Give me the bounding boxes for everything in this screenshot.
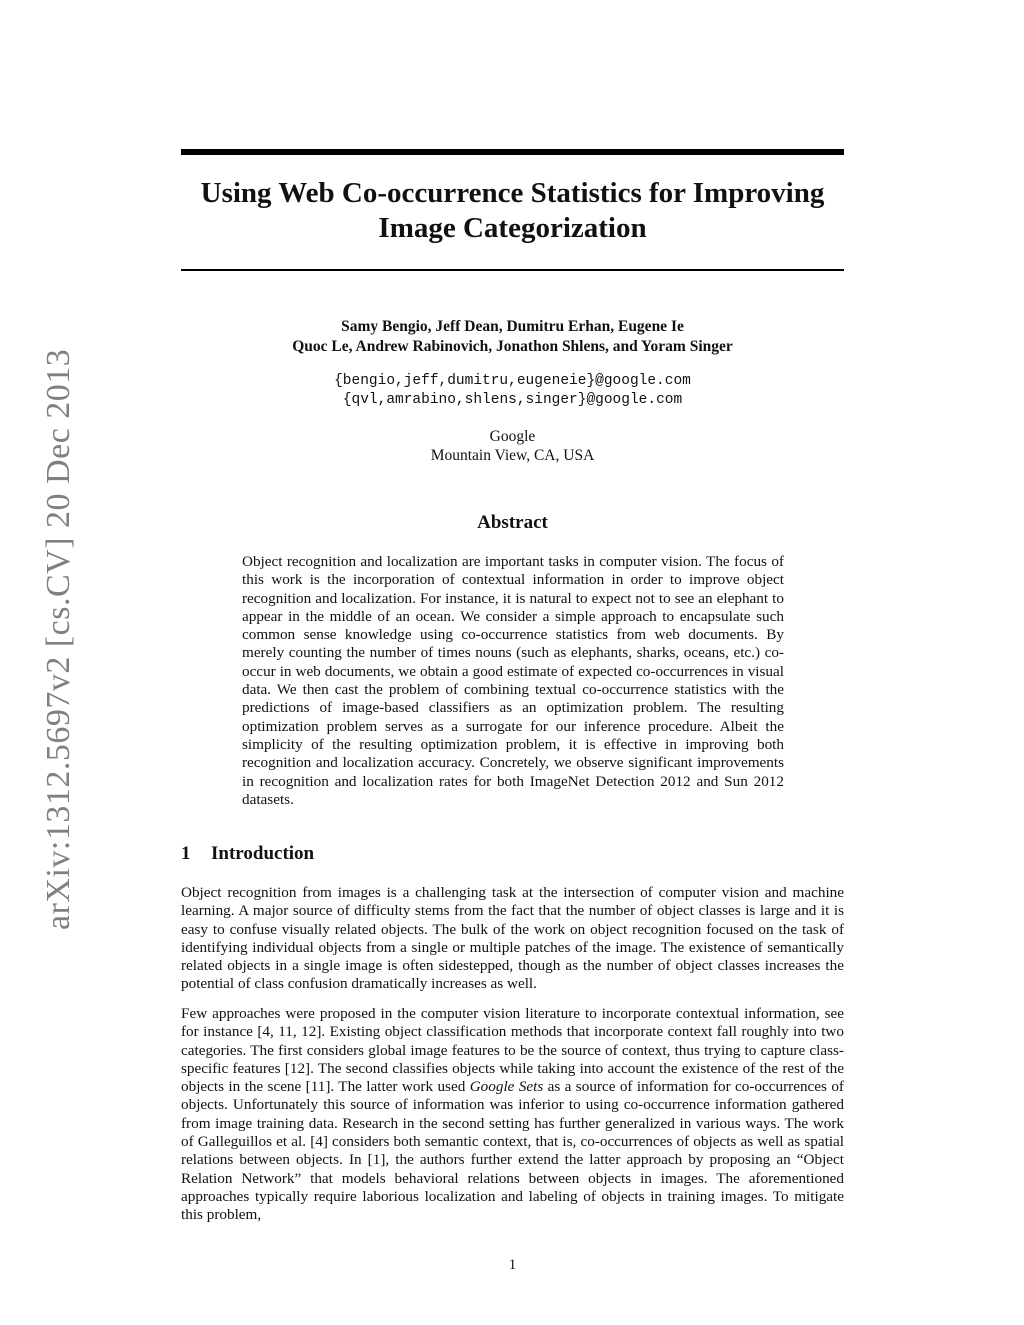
arxiv-stamp: arXiv:1312.5697v2 [cs.CV] 20 Dec 2013 bbox=[40, 348, 77, 930]
abstract-heading: Abstract bbox=[477, 512, 548, 533]
section-number: 1 bbox=[181, 843, 191, 864]
email-line: {bengio,jeff,dumitru,eugeneie}@google.com bbox=[334, 373, 691, 389]
email-list bbox=[181, 372, 844, 410]
author-list bbox=[181, 317, 844, 357]
affiliation-location: Mountain View, CA, USA bbox=[430, 447, 595, 464]
affiliation bbox=[181, 427, 844, 465]
title-rule-top bbox=[181, 149, 844, 155]
emphasis-text: Google Sets bbox=[469, 1078, 544, 1096]
abstract-text: Object recognition and localization are important tasks in computer vision. The focus of this work is the incorporation of contextual information in order to improve object recognition and localization. For instance, it is natural to expect not to see an elephant to appear in the middle of an ocean. We consider a simple approach to encapsulate such common sense knowledge using co-occurrence statistics from web documents. By merely counting the number of times nouns (such as elephants, sharks, oceans, etc.) co-occur in web documents, we obtain a good estimate of expected co-occurrences in visual data. We then cast the problem of combining textual co-occurrence statistics with the predictions of image-based classifiers as an optimization problem. The resulting optimization problem serves as a surrogate for our inference procedure. Albeit the simplicity of the resulting optimization problem, it is effective in improving both recognition and localization accuracy. Concretely, we observe significant improvements in recognition and localization rates for both ImageNet Detection 2012 and Sun 2012 datasets. bbox=[242, 553, 784, 808]
body-paragraph bbox=[181, 1005, 844, 1225]
email-line: {qvl,amrabino,shlens,singer}@google.com bbox=[342, 392, 683, 408]
body-paragraph: Object recognition from images is a challenging task at the intersection of computer vision and machine learning. A major source of difficulty stems from the fact that the number of object classes is large and it is easy to confuse visually related objects. The bulk of the work on object recognition focused on the task of identifying individual objects from a single or multiple patches of the image. The existence of semantically related objects in a single image is often sidestepped, though as the number of object classes increases the potential of class confusion dramatically increases as well. bbox=[181, 884, 844, 993]
paragraph-text: as a source of information for co-occurrences of objects. Unfortunately this source of information was inferior to using co-occurrence information gathered from image training data. Research in the second setting has further generalized in various ways. The work of Galleguillos et al. [4] considers both semantic context, that is, co-occurrences of objects as well as spatial relations between objects. In [1], the authors further extend the latter approach by proposing an “Object Relation Network” that models behavioral relations between objects in images. The aforementioned approaches typically require laborious localization and labeling of objects in training images. To mitigate this problem, bbox=[181, 1078, 844, 1224]
title-rule-bottom bbox=[181, 269, 844, 271]
author-line: Quoc Le, Andrew Rabinovich, Jonathon Shlens, and Yoram Singer bbox=[292, 338, 733, 355]
author-line: Samy Bengio, Jeff Dean, Dumitru Erhan, Eugene Ie bbox=[341, 318, 684, 335]
page-number: 1 bbox=[508, 1257, 517, 1273]
paper-title: Using Web Co-occurrence Statistics for Improving Image Categorization bbox=[200, 177, 825, 244]
paragraph-text: Few approaches were proposed in the computer vision literature to incorporate contextual information, see for instance [4, 11, 12]. Existing object classification methods that incorporate context fall roughly into two categories. The first considers global image features to be the source of context, thus trying to capture class-specific features [12]. The second classifies objects while taking into account the existence of the rest of the objects in the scene [11]. The latter work used bbox=[181, 1005, 844, 1096]
section-heading bbox=[181, 842, 844, 866]
affiliation-org: Google bbox=[489, 428, 536, 445]
section-title: Introduction bbox=[211, 843, 315, 864]
